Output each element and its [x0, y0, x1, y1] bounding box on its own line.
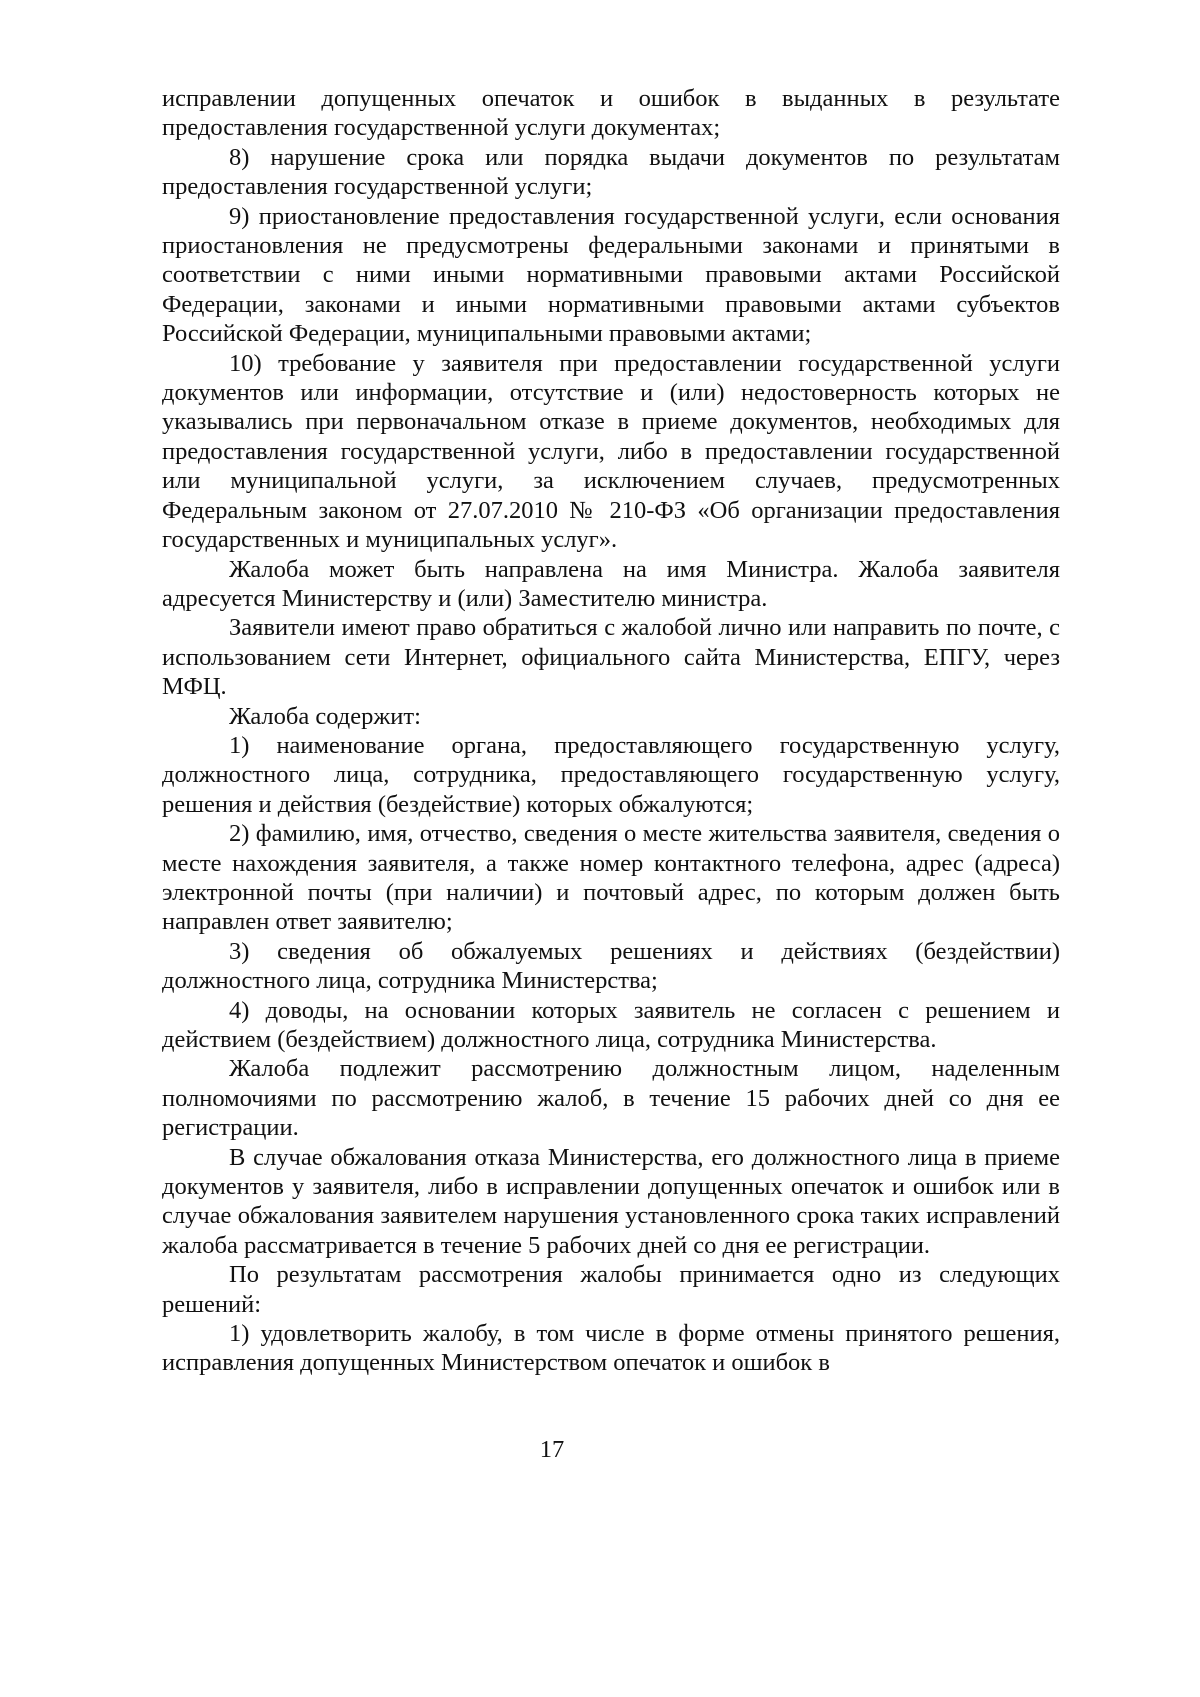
- paragraph-complaint-channels: Заявители имеют право обратиться с жалобой лично или направить по почте, с использованием сети Интернет, официального сайта Министерства, ЕПГУ, через МФЦ.: [162, 614, 1060, 701]
- list-item-9: 9) приостановление предоставления государственной услуги, если основания приостановления не предусмотрены федеральными законами и принятыми в соответствии с ними иными нормативными правовыми актами Российской Федерации, законами и иными нормативными правовыми актами субъектов Российской Федерации, муниципальными правовыми актами;: [162, 202, 1060, 348]
- contents-item-3: 3) сведения об обжалуемых решениях и действиях (бездействии) должностного лица, сотрудника Министерства;: [162, 937, 1060, 995]
- decision-item-1: 1) удовлетворить жалобу, в том числе в форме отмены принятого решения, исправления допущенных Министерством опечаток и ошибок в: [162, 1320, 1060, 1377]
- paragraph-refusal-appeal: В случае обжалования отказа Министерства, его должностного лица в приеме документов у заявителя, либо в исправлении допущенных опечаток и ошибок или в случае обжалования заявителем нарушения установленного срока таких исправлений жалоба рассматривается в течение 5 рабочих дней со дня ее регистрации.: [162, 1143, 1060, 1259]
- contents-item-1: 1) наименование органа, предоставляющего государственную услугу, должностного лица, сотрудника, предоставляющего государственную услугу, решения и действия (бездействие) которых обжалуются;: [162, 731, 1060, 818]
- paragraph-complaint-contains: Жалоба содержит:: [229, 702, 421, 730]
- page-number: 17: [539, 1436, 565, 1463]
- paragraph-review-period: Жалоба подлежит рассмотрению должностным лицом, наделенным полномочиями по рассмотрению жалоб, в течение 15 рабочих дней со дня ее регистрации.: [162, 1055, 1060, 1142]
- paragraph-continuation: исправлении допущенных опечаток и ошибок в выданных в результате предоставления государственной услуги документах;: [162, 85, 1060, 142]
- document-body: [162, 84, 1060, 1378]
- list-item-10: 10) требование у заявителя при предоставлении государственной услуги документов или информации, отсутствие и (или) недостоверность которых не указывались при первоначальном отказе в приеме документов, необходимых для предоставления государственной услуги, либо в предоставлении государственной или муниципальной услуги, за исключением случаев, предусмотренных Федеральным законом от 27.07.2010 № 210-ФЗ «Об организации предоставления государственных и муниципальных услуг».: [162, 349, 1060, 554]
- contents-item-2: 2) фамилию, имя, отчество, сведения о месте жительства заявителя, сведения о месте нахождения заявителя, а также номер контактного телефона, адрес (адреса) электронной почты (при наличии) и почтовый адрес, по которым должен быть направлен ответ заявителю;: [162, 820, 1060, 936]
- paragraph-decisions: По результатам рассмотрения жалобы принимается одно из следующих решений:: [162, 1261, 1060, 1318]
- contents-item-4: 4) доводы, на основании которых заявитель не согласен с решением и действием (бездействием) должностного лица, сотрудника Министерства.: [162, 996, 1060, 1053]
- paragraph-complaint-addressee: Жалоба может быть направлена на имя Министра. Жалоба заявителя адресуется Министерству и (или) Заместителю министра.: [162, 555, 1060, 612]
- list-item-8: 8) нарушение срока или порядка выдачи документов по результатам предоставления государственной услуги;: [162, 143, 1060, 201]
